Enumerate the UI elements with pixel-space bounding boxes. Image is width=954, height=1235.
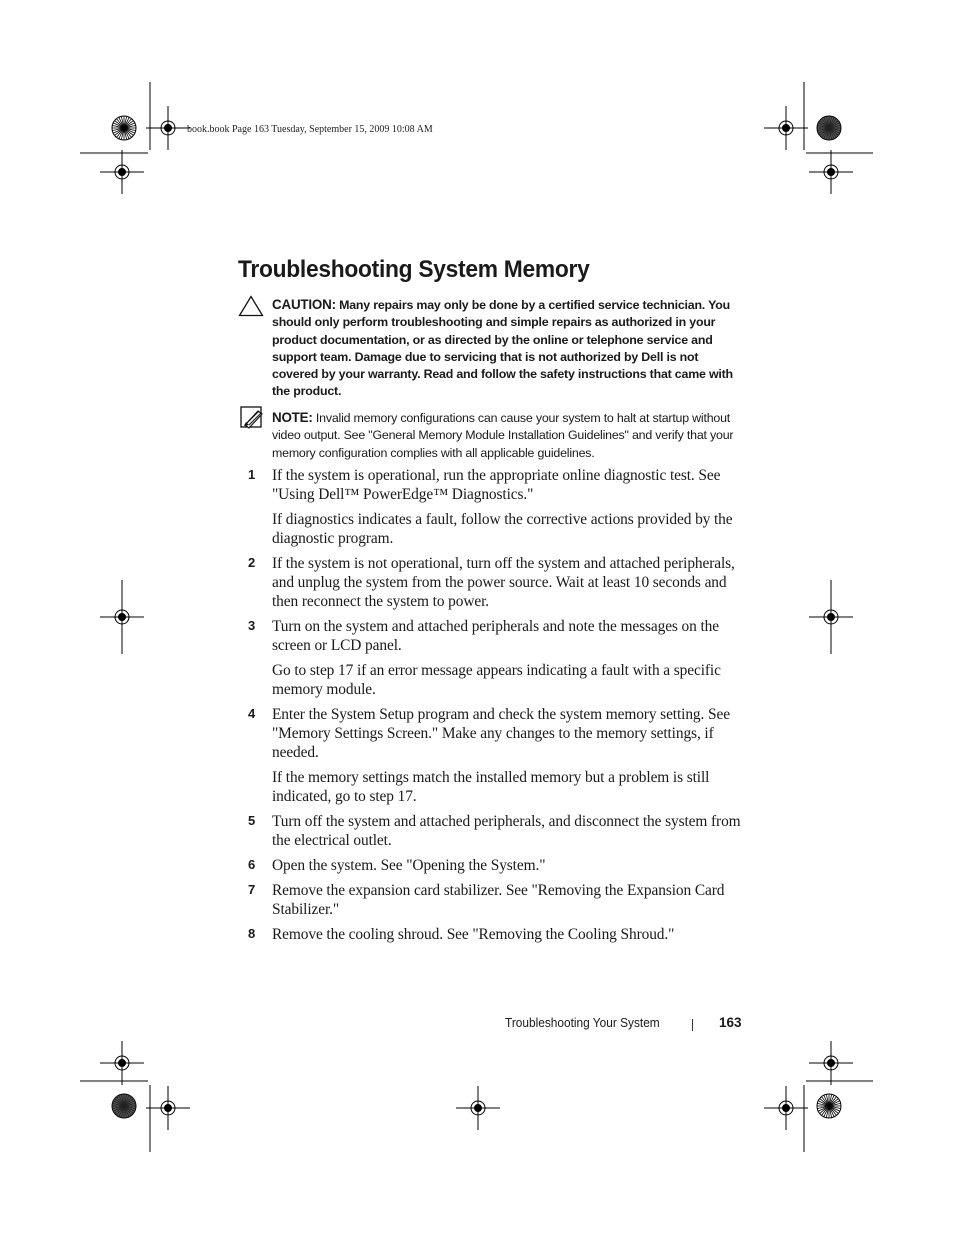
step-text: If the system is operational, run the appropriate online diagnostic test. See "Using Dell™ PowerEdge™ Diagnostics." (272, 467, 721, 503)
step-text: Turn on the system and attached peripherals and note the messages on the screen or LCD panel. (272, 618, 719, 654)
registration-dot (475, 1105, 482, 1112)
note-pencil-icon (240, 406, 264, 430)
step-item (248, 466, 748, 548)
footer-divider (692, 1019, 693, 1031)
step-item (248, 925, 748, 944)
step-item (248, 617, 748, 699)
registration-dot (828, 614, 835, 621)
step-number: 6 (248, 857, 256, 872)
step-number: 2 (248, 555, 256, 570)
step-number: 1 (248, 467, 256, 482)
note-body: Invalid memory configurations can cause your system to halt at startup without video output. See "General Memory Module Installation Guidelines" and verify that your memory configuration complies with all applicable guidelines. (272, 411, 734, 460)
step-text: Open the system. See "Opening the System." (272, 857, 546, 874)
step-text: Remove the cooling shroud. See "Removing the Cooling Shroud." (272, 926, 675, 943)
step-text: If the system is not operational, turn off the system and attached peripherals, and unplug the system from the power source. Wait at least 10 seconds and then reconnect the system to power. (272, 555, 735, 610)
step-number: 4 (248, 706, 256, 721)
step-followup-text: If diagnostics indicates a fault, follow the corrective actions provided by the diagnostic program. (272, 511, 733, 547)
step-item (248, 554, 748, 611)
registration-dot (783, 125, 790, 132)
step-followup-text: If the memory settings match the installed memory but a problem is still indicated, go to step 17. (272, 769, 710, 805)
step-item (248, 856, 748, 875)
book-header-info: book.book Page 163 Tuesday, September 15, 2009 10:08 AM (187, 124, 433, 135)
page-title: Troubleshooting System Memory (238, 256, 590, 283)
registration-dot (119, 1060, 126, 1067)
registration-dot (165, 1105, 172, 1112)
step-text: Enter the System Setup program and check the system memory setting. See "Memory Settings Screen." Make any changes to the memory settings, if needed. (272, 706, 730, 761)
step-followup-text: Go to step 17 if an error message appears indicating a fault with a specific memory module. (272, 662, 721, 698)
caution-triangle-icon (238, 295, 264, 317)
caution-body: Many repairs may only be done by a certified service technician. You should only perform troubleshooting and simple repairs as authorized in your product documentation, or as directed by the online or telephone service and support team. Damage due to servicing that is not authorized by Dell is not covered by your warranty. Read and follow the safety instructions that came with the product. (272, 298, 733, 399)
registration-dot (828, 1060, 835, 1067)
registration-dot (119, 169, 126, 176)
step-number: 7 (248, 882, 256, 897)
registration-dot (828, 169, 835, 176)
step-number: 5 (248, 813, 256, 828)
footer-section-title: Troubleshooting Your System (505, 1016, 660, 1030)
step-item (248, 705, 748, 806)
step-text: Turn off the system and attached peripherals, and disconnect the system from the electrical outlet. (272, 813, 741, 849)
note-label: NOTE: (272, 410, 313, 425)
step-number: 8 (248, 926, 256, 941)
registration-dot (119, 614, 126, 621)
step-text: Remove the expansion card stabilizer. See "Removing the Expansion Card Stabilizer." (272, 882, 725, 918)
caution-label: CAUTION: (272, 297, 336, 312)
caution-notice (272, 296, 742, 401)
procedure-steps (248, 466, 748, 944)
registration-dot (783, 1105, 790, 1112)
page-number: 163 (719, 1015, 742, 1030)
step-item (248, 812, 748, 850)
registration-dot (165, 125, 172, 132)
step-item (248, 881, 748, 919)
note-notice (272, 409, 742, 462)
step-number: 3 (248, 618, 256, 633)
